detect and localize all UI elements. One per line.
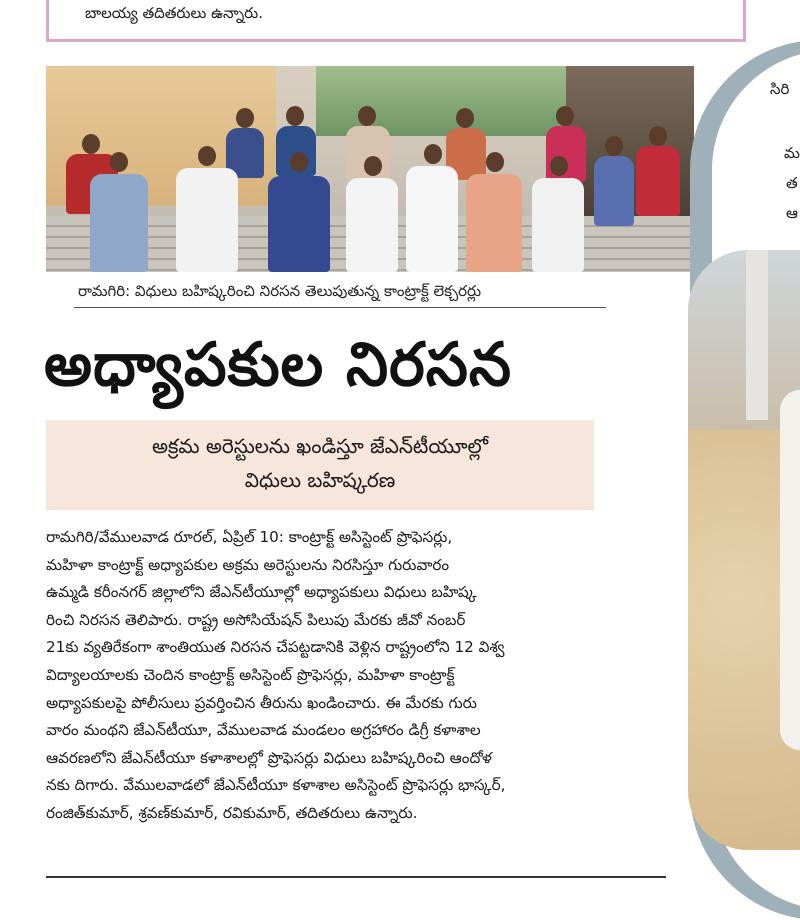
photo-head (198, 146, 216, 166)
photo-head (649, 126, 667, 146)
photo-person (546, 126, 586, 182)
photo-head (556, 106, 574, 126)
body-line: రించి నిరసన తెలిపారు. రాష్ట్ర అసోసియేషన్ పిలుపు మేరకు జీవో నంబర్ (46, 610, 466, 629)
photo-person (406, 166, 458, 272)
photo-head (486, 152, 504, 172)
photo-person (176, 168, 238, 272)
photo-head (290, 152, 308, 172)
headline: అధ్యాపకుల నిరసన (44, 330, 512, 400)
caption-rule (74, 307, 606, 308)
body-line: 21కు వ్యతిరేకంగా శాంతియుత నిరసన చేపట్టడానికి వెళ్లిన రాష్ట్రంలోని 12 విశ్వ (46, 638, 505, 657)
subheadline-line-1: అక్రమ అరెస్టులను ఖండిస్తూ జేఎన్‌టీయూల్లో (151, 434, 489, 458)
photo-person (346, 178, 398, 272)
photo-person (90, 174, 148, 272)
photo-person (636, 146, 680, 216)
photo-person (594, 156, 634, 226)
body-line: మహిళా కాంట్రాక్ట్ అధ్యాపకుల అక్రమ అరెస్టులను నిరసిస్తూ గురువారం (46, 555, 450, 574)
body-line: రామగిరి/వేములవాడ రూరల్, ఏప్రిల్ 10: కాంట్రాక్ట్ అసిస్టెంట్ ప్రొఫెసర్లు, (46, 528, 453, 546)
adjacent-text-fragment: త (786, 174, 798, 192)
photo-head (424, 144, 442, 164)
photo-head (82, 134, 100, 154)
body-line: వారం మంథని జేఎన్‌టీయూ, వేములవాడ మండలం అగ్రహారం డిగ్రీ కళాశాల (46, 721, 481, 740)
subheadline-line-2: విధులు బహిష్కరణ (244, 468, 396, 492)
bottom-rule (46, 876, 666, 878)
previous-article-tail: బాలయ్య తదితరులు ఉన్నారు. (85, 4, 263, 22)
photo-head (550, 156, 568, 176)
body-line: రంజిత్‌కుమార్, శ్రవణ్‌కుమార్, రవికుమార్, తదితరులు ఉన్నారు. (46, 803, 418, 822)
photo-person (268, 176, 330, 272)
body-line: నకు దిగారు. వేములవాడలో జేఎన్‌టీయూ కళాశాల అసిస్టెంట్ ప్రొఫెసర్లు భాస్కర్, (46, 776, 506, 795)
photo-head (236, 108, 254, 128)
protest-photo (46, 66, 694, 272)
photo-head (286, 106, 304, 126)
previous-article-box (46, 0, 746, 42)
photo-trees (316, 66, 566, 136)
photo-person (532, 178, 584, 272)
photo-person (466, 174, 522, 272)
adjacent-text-fragment: ఆ (786, 204, 798, 222)
adjacent-text-fragment: సిరి (770, 80, 790, 98)
adjacent-text-fragment: మ (784, 144, 800, 162)
body-line: ఉమ్మడి కరీంనగర్ జిల్లాలోని జేఎన్‌టీయూల్లో అధ్యాపకులు విధులు బహిష్క (46, 583, 477, 602)
subheadline-box (46, 420, 594, 510)
photo-head (605, 136, 623, 156)
body-line: ఆవరణలోని జేఎన్‌టీయూ కళాశాలల్లో ప్రొఫెసర్లు విధులు బహిష్కరించి ఆందోళ (46, 748, 492, 767)
photo-head (456, 108, 474, 128)
body-line: విద్యాలయాలకు చెందిన కాంట్రాక్ట్ అసిస్టెంట్ ప్రొఫెసర్లు, మహిళా కాంట్రాక్ట్ (46, 665, 455, 684)
photo-head (358, 106, 376, 126)
adjacent-photo-figure (780, 390, 800, 750)
photo-caption: రామగిరి: విధులు బహిష్కరించి నిరసన తెలుపుతున్న కాంట్రాక్ట్ లెక్చరర్లు (78, 282, 482, 300)
photo-head (364, 156, 382, 176)
adjacent-photo-pillar (746, 250, 768, 420)
photo-head (110, 152, 128, 172)
body-line: అధ్యాపకులపై పోలీసులు ప్రవర్తించిన తీరును ఖండించారు. ఈ మేరకు గురు (46, 693, 477, 712)
article-body (46, 524, 636, 828)
adjacent-photo (688, 250, 800, 850)
